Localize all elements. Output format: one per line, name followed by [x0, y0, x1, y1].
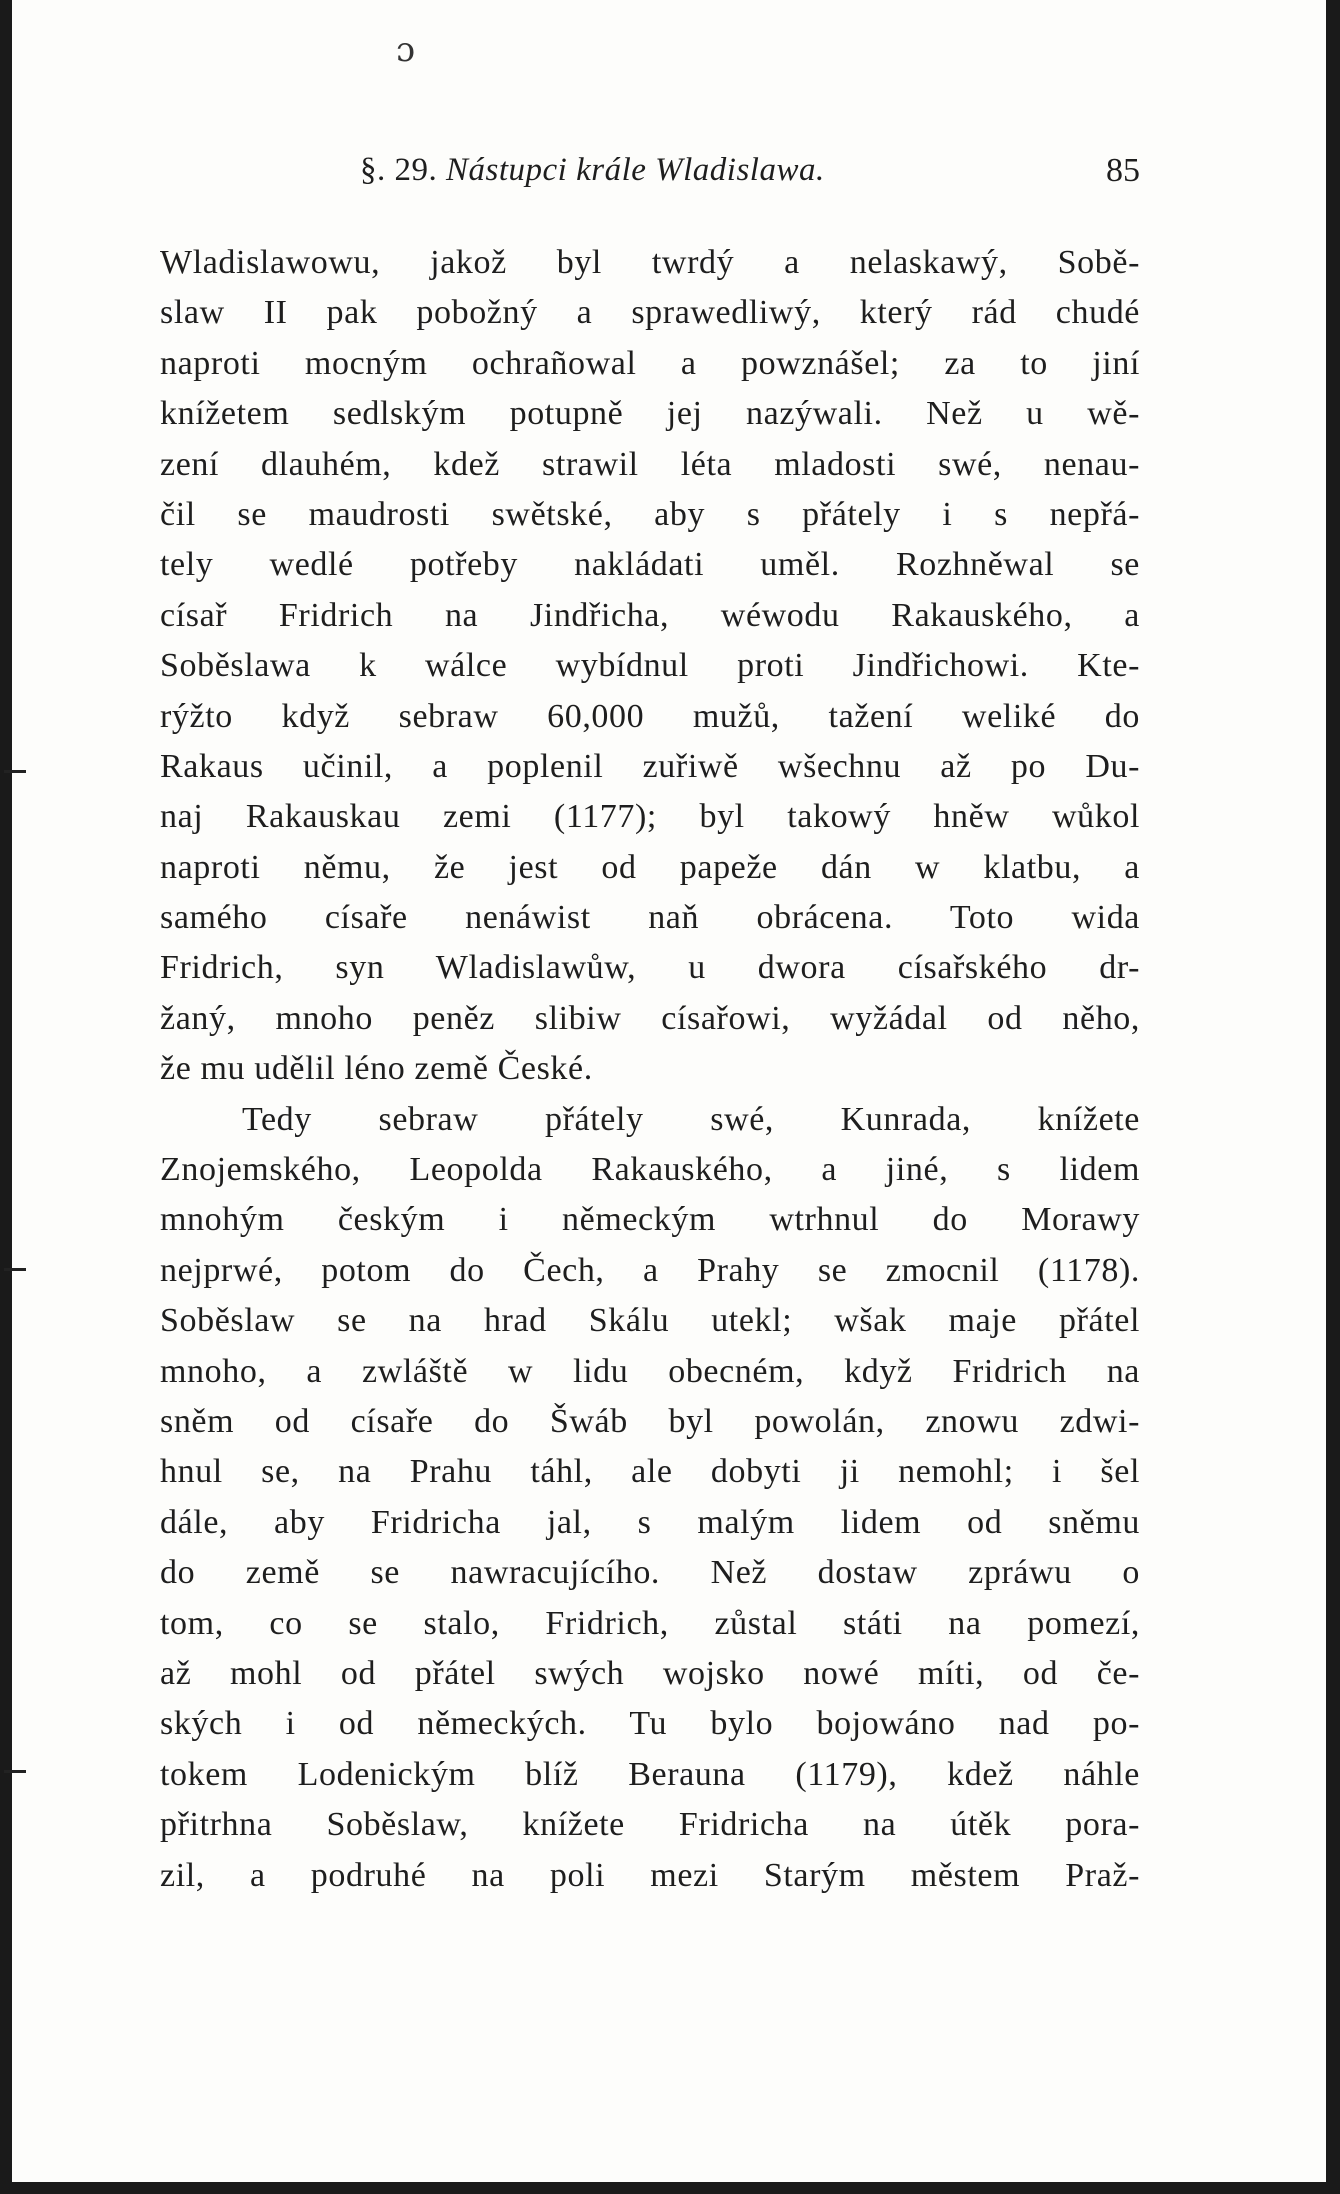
text-line: do země se nawracujícího. Než dostaw zpráwu o [160, 1554, 1140, 1592]
page-header [360, 152, 1140, 196]
text-line: čil se maudrosti swětské, aby s přátely i s nepřá- [160, 495, 1140, 533]
text-line: dále, aby Fridricha jal, s malým lidem od sněmu [160, 1503, 1140, 1541]
text-line: naproti mocným ochrañowal a powznášel; za to jiní [160, 344, 1140, 382]
text-line: Soběslaw se na hrad Skálu utekl; wšak maje přátel [160, 1302, 1140, 1340]
text-line: rýžto když sebraw 60,000 mužů, tažení weliké do [160, 697, 1140, 735]
running-head [360, 152, 825, 189]
text-line: mnoho, a zwláště w lidu obecném, když Fridrich na [160, 1352, 1140, 1390]
text-line: císař Fridrich na Jindřicha, wéwodu Rakauského, a [160, 596, 1140, 634]
text-line: tely wedlé potřeby nakládati uměl. Rozhněwal se [160, 546, 1140, 584]
text-line: ských i od německých. Tu bylo bojowáno nad po- [160, 1705, 1140, 1743]
text-line: knížetem sedlským potupně jej nazýwali. Než u wě- [160, 395, 1140, 433]
text-line: zení dlauhém, kdež strawil léta mladosti swé, nenau- [160, 445, 1140, 483]
text-line: Rakaus učinil, a poplenil zuřiwě wšechnu až po Du- [160, 747, 1140, 785]
text-line: Fridrich, syn Wladislawůw, u dwora císařského dr- [160, 949, 1140, 987]
text-line: slaw II pak pobožný a sprawedliwý, který rád chudé [160, 294, 1140, 332]
section-number: §. 29. [360, 152, 438, 188]
text-line: tokem Lodenickým blíž Berauna (1179), kdež náhle [160, 1755, 1140, 1793]
text-line: hnul se, na Prahu táhl, ale dobyti ji nemohl; i šel [160, 1453, 1140, 1491]
margin-tick [4, 770, 26, 773]
text-line: Znojemského, Leopolda Rakauského, a jiné, s lidem [160, 1151, 1140, 1189]
running-title: Nástupci krále Wladislawa. [446, 152, 825, 188]
text-line: až mohl od přátel swých wojsko nowé míti, od če- [160, 1654, 1140, 1692]
text-line: Tedy sebraw přátely swé, Kunrada, knížete [242, 1100, 1140, 1138]
text-line: Wladislawowu, jakož byl twrdý a nelaskawý, Sobě- [160, 244, 1140, 281]
margin-tick [4, 1268, 26, 1271]
text-line: mnohým českým i německým wtrhnul do Morawy [160, 1201, 1140, 1239]
bottom-scan-edge [0, 2182, 1340, 2194]
text-line: sněm od císaře do Šwáb byl powolán, znowu zdwi- [160, 1402, 1140, 1440]
margin-tick [4, 1770, 26, 1773]
right-scan-edge [1326, 0, 1340, 2194]
text-line: přitrhna Soběslaw, knížete Fridricha na útěk pora- [160, 1806, 1140, 1844]
text-line: zil, a podruhé na poli mezi Starým městem Praž- [160, 1856, 1140, 1894]
body-text [160, 238, 1140, 1901]
text-line: nejprwé, potom do Čech, a Prahy se zmocnil (1178). [160, 1251, 1140, 1289]
text-line: žaný, mnoho peněz slibiw císařowi, wyžádal od něho, [160, 999, 1140, 1037]
left-scan-edge [0, 0, 12, 2194]
text-line: samého císaře nenáwist naň obrácena. Toto wida [160, 899, 1140, 937]
pencil-mark: ɔ [396, 30, 416, 70]
text-line: naproti němu, že jest od papeže dán w klatbu, a [160, 848, 1140, 886]
text-line: že mu udělil léno země České. [160, 1050, 593, 1088]
page-number: 85 [1106, 152, 1140, 189]
text-line: tom, co se stalo, Fridrich, zůstal státi na pomezí, [160, 1604, 1140, 1642]
text-line: naj Rakauskau zemi (1177); byl takowý hněw wůkol [160, 798, 1140, 836]
text-line: Soběslawa k wálce wybídnul proti Jindřichowi. Kte- [160, 647, 1140, 685]
